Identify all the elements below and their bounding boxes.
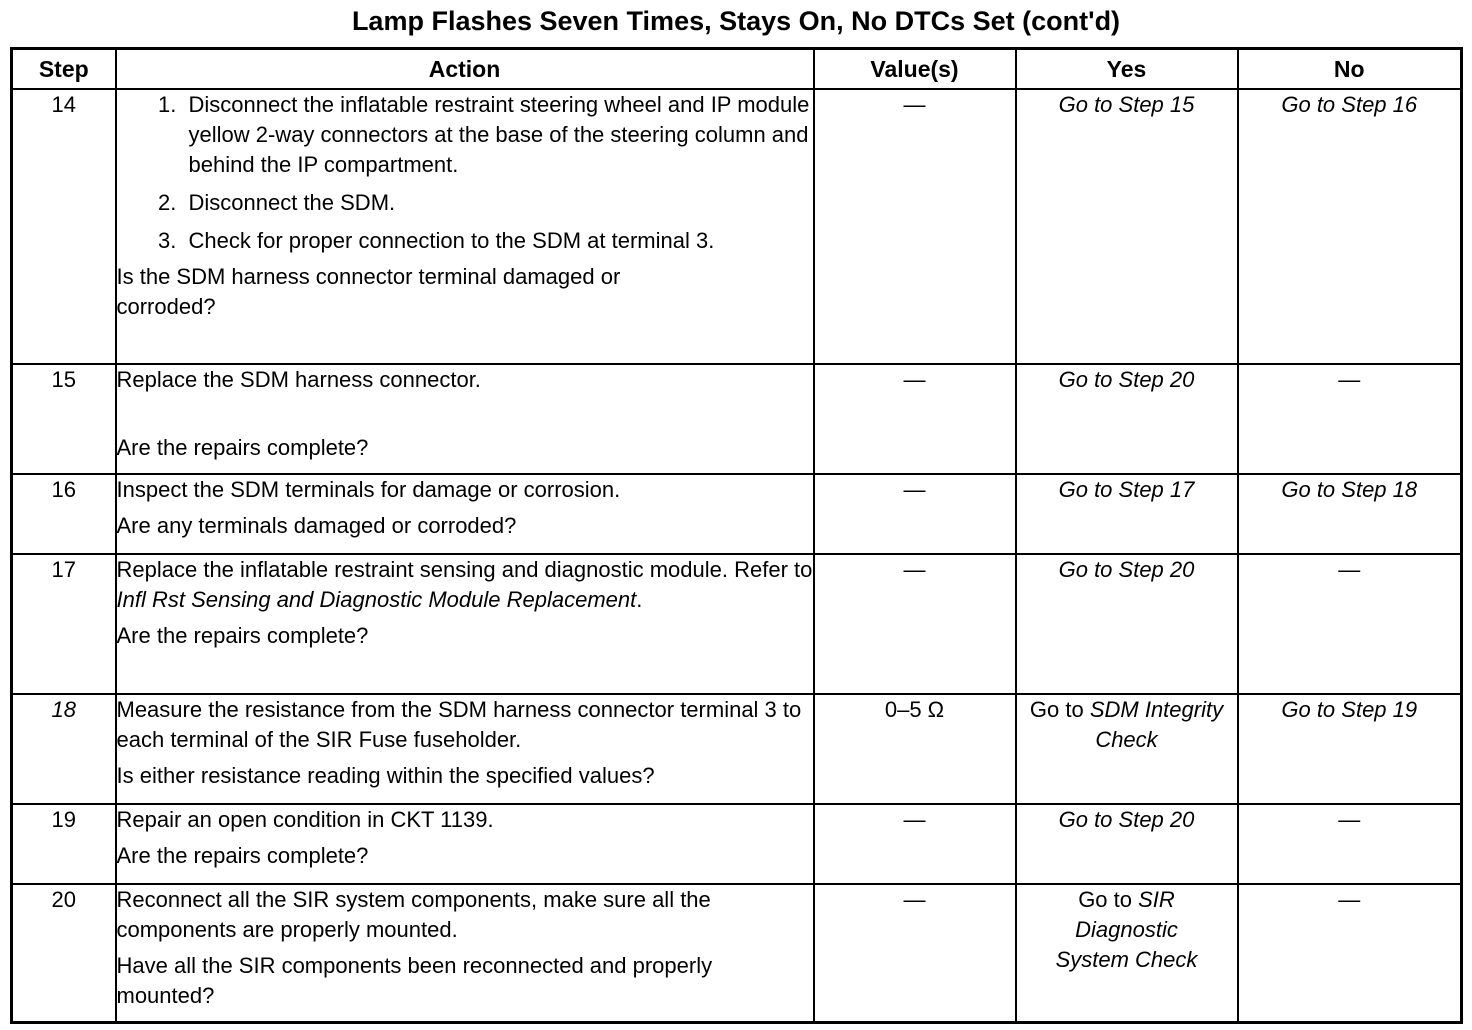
action-item: 2. Disconnect the SDM. (183, 188, 813, 218)
no-dash: — (1338, 887, 1361, 912)
table-row-step-20 (12, 884, 1462, 1022)
no-dash: — (1338, 367, 1361, 392)
action-cell (116, 694, 814, 804)
yes-cell: Go to Step 15 (1016, 89, 1238, 364)
step-number: 15 (12, 364, 116, 474)
table-row-step-15 (12, 364, 1462, 474)
step-number: 17 (12, 554, 116, 694)
yes-cell: Go to Step 20 (1016, 364, 1238, 474)
action-text: Replace the SDM harness connector. (116, 367, 481, 392)
value-cell: — (814, 474, 1016, 554)
no-cell: Go to Step 18 (1238, 474, 1462, 554)
no-dash: — (1338, 557, 1361, 582)
yes-cell: Go to Step 20 (1016, 554, 1238, 694)
action-item: 3. Check for proper connection to the SDM at terminal 3. (183, 226, 813, 256)
action-question: Is the SDM harness connector terminal damaged or corroded? (116, 264, 621, 319)
action-text-end: . (636, 587, 643, 612)
table-row-step-14 (12, 89, 1462, 364)
no-cell (1238, 804, 1462, 884)
yes-cell: Go to Step 17 (1016, 474, 1238, 554)
no-dash: — (1338, 807, 1361, 832)
header-no: No (1238, 49, 1462, 90)
no-cell (1238, 884, 1462, 1022)
action-text-lead: Replace the inflatable restraint sensing and diagnostic module. Refer to (116, 557, 813, 582)
action-cell (116, 474, 814, 554)
action-text: Repair an open condition in CKT 1139. (116, 807, 494, 832)
table-row-step-19 (12, 804, 1462, 884)
action-question: Have all the SIR components been reconnected and properly mounted? (116, 953, 713, 1008)
header-values: Value(s) (814, 49, 1016, 90)
action-question: Are the repairs complete? (116, 843, 369, 868)
action-cell (116, 89, 814, 364)
no-cell: Go to Step 16 (1238, 89, 1462, 364)
value-cell: — (814, 884, 1016, 1022)
page-title: Lamp Flashes Seven Times, Stays On, No DTCs Set (cont'd) (351, 6, 1121, 36)
step-number: 16 (12, 474, 116, 554)
action-cell (116, 804, 814, 884)
table-row-step-18 (12, 694, 1462, 804)
diagnostic-table (10, 47, 1463, 1024)
action-list (117, 90, 813, 256)
table-row-step-16 (12, 474, 1462, 554)
yes-cell: Go to Step 20 (1016, 804, 1238, 884)
yes-reference: SIR Diagnostic System Check (1055, 887, 1198, 972)
value-cell: — (814, 364, 1016, 474)
step-number: 14 (12, 89, 116, 364)
yes-cell (1016, 884, 1238, 1022)
yes-prefix: Go to (1029, 697, 1090, 722)
value-cell: — (814, 89, 1016, 364)
action-question: Is either resistance reading within the specified values? (116, 763, 655, 788)
value-cell: 0–5 Ω (814, 694, 1016, 804)
no-cell: Go to Step 19 (1238, 694, 1462, 804)
yes-reference: SDM Integrity Check (1089, 697, 1224, 752)
action-text: Reconnect all the SIR system components, make sure all the components are properly mounted. (116, 887, 711, 942)
action-question: Are any terminals damaged or corroded? (116, 513, 517, 538)
header-yes: Yes (1016, 49, 1238, 90)
header-row (12, 49, 1462, 90)
action-cell (116, 884, 814, 1022)
table-row-step-17 (12, 554, 1462, 694)
no-cell (1238, 364, 1462, 474)
no-cell (1238, 554, 1462, 694)
step-number: 18 (12, 694, 116, 804)
header-step: Step (12, 49, 116, 90)
yes-cell (1016, 694, 1238, 804)
header-action: Action (116, 49, 814, 90)
value-cell: — (814, 804, 1016, 884)
action-text (117, 555, 813, 615)
reference-link: Infl Rst Sensing and Diagnostic Module Replacement (116, 587, 637, 612)
yes-prefix: Go to (1078, 887, 1139, 912)
action-cell (116, 554, 814, 694)
value-cell: — (814, 554, 1016, 694)
action-question: Are the repairs complete? (116, 623, 369, 648)
step-number: 19 (12, 804, 116, 884)
action-text: Measure the resistance from the SDM harness connector terminal 3 to each terminal of the SIR Fuse fuseholder. (116, 697, 802, 752)
step-number: 20 (12, 884, 116, 1022)
action-cell (116, 364, 814, 474)
action-text: Inspect the SDM terminals for damage or corrosion. (116, 477, 621, 502)
action-item: 1. Disconnect the inflatable restraint steering wheel and IP module yellow 2-way connectors at the base of the steering column and behind the IP compartment. (183, 90, 813, 180)
action-question: Are the repairs complete? (116, 435, 369, 460)
